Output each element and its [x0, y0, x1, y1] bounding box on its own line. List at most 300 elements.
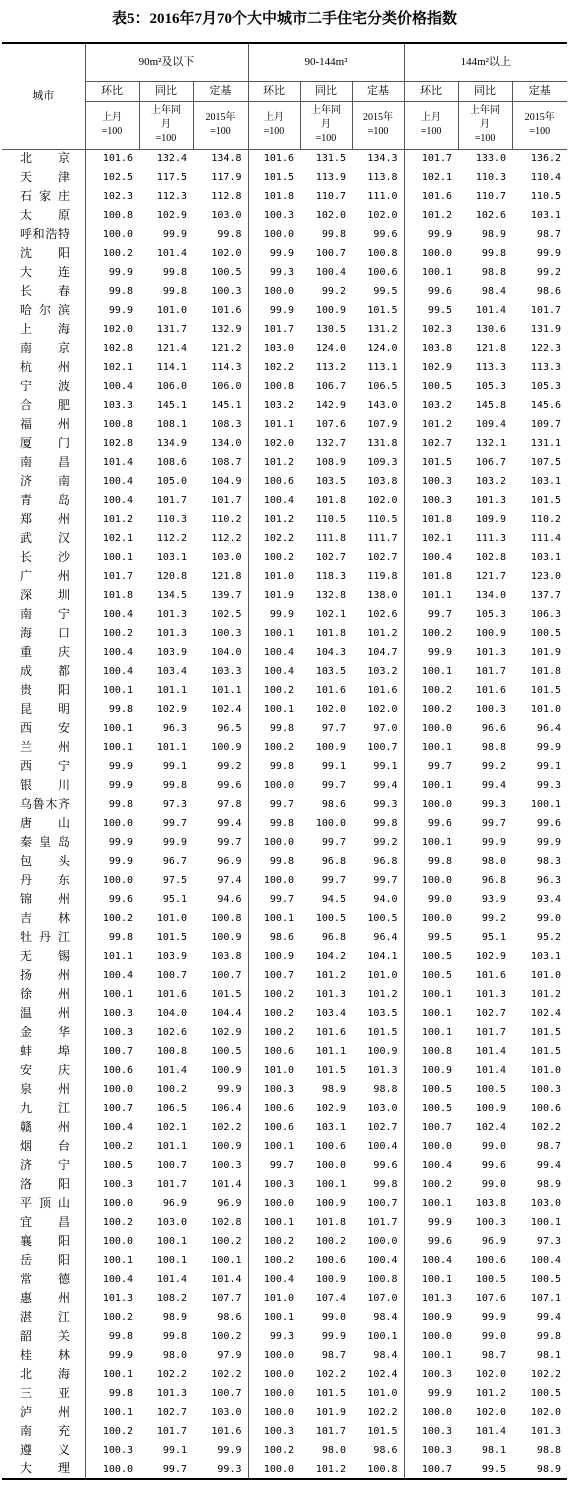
- table-row: [2, 586, 567, 605]
- city-name: 平顶山: [20, 1195, 70, 1210]
- city-cell: [2, 168, 85, 187]
- city-cell: [2, 491, 85, 510]
- table-row: [2, 1080, 567, 1099]
- value-cell-mom: 101.8: [263, 191, 294, 202]
- value-cell-mom: 100.2: [263, 552, 294, 563]
- value-cell-mom: 99.8: [108, 799, 133, 810]
- value-cell-fixed-base: 108.7: [193, 453, 248, 472]
- value-cell-yoy: 99.8: [321, 229, 346, 240]
- value-cell-fixed-base: 112.8: [193, 187, 248, 206]
- city-cell: [2, 1099, 85, 1118]
- table-row: [2, 1118, 567, 1137]
- value-cell-yoy: 103.0: [156, 1217, 187, 1228]
- value-cell-mom: 100.8: [263, 381, 294, 392]
- city-column-header: 城市: [2, 43, 85, 149]
- value-cell-mom: 102.0: [263, 438, 294, 449]
- value-cell-mom: 101.2: [102, 514, 133, 525]
- value-cell-yoy: 101.1: [156, 742, 187, 753]
- value-cell-fixed-base: 101.4: [193, 1175, 248, 1194]
- value-cell-yoy: 99.1: [162, 761, 187, 772]
- value-cell-yoy: 133.0: [475, 153, 507, 165]
- base-header-2015: 2015年 =100: [193, 101, 248, 149]
- value-cell-mom: 100.1: [421, 666, 453, 677]
- city-cell: [2, 871, 85, 890]
- city-cell: [2, 909, 85, 928]
- table-row: [2, 358, 567, 377]
- value-cell-fixed-base: 97.4: [193, 871, 248, 890]
- value-cell-fixed-base: 100.4: [352, 1251, 404, 1270]
- value-cell-fixed-base: 99.2: [193, 757, 248, 776]
- value-cell-mom: 100.1: [102, 685, 133, 696]
- value-cell-mom: 100.1: [263, 913, 294, 924]
- measure-header-yoy: 同比: [139, 81, 193, 101]
- city-name: 宁波: [20, 378, 70, 393]
- value-cell-fixed-base: 113.8: [352, 168, 404, 187]
- value-cell-yoy: 103.5: [315, 476, 346, 487]
- table-row: [2, 1270, 567, 1289]
- value-cell-mom: 100.1: [102, 1369, 133, 1380]
- value-cell-mom: 101.6: [263, 153, 294, 165]
- value-cell-yoy: 99.3: [481, 799, 507, 810]
- value-cell-fixed-base: 101.5: [193, 985, 248, 1004]
- value-cell-fixed-base: 101.9: [530, 647, 562, 658]
- value-cell-fixed-base: 98.6: [352, 1441, 404, 1460]
- value-cell-mom: 100.4: [102, 476, 133, 487]
- value-cell-yoy: 101.7: [475, 1027, 507, 1038]
- value-cell-fixed-base: 101.6: [193, 301, 248, 320]
- city-cell: [2, 320, 85, 339]
- value-cell-mom: 99.9: [108, 305, 133, 316]
- value-cell-mom: 100.2: [263, 1445, 294, 1456]
- value-cell-mom: 101.8: [421, 571, 453, 582]
- value-cell-mom: 100.1: [263, 1312, 294, 1323]
- value-cell-yoy: 102.9: [475, 951, 507, 962]
- city-cell: [2, 814, 85, 833]
- value-cell-fixed-base: 100.0: [352, 1232, 404, 1251]
- value-cell-yoy: 99.0: [481, 1179, 507, 1190]
- value-cell-fixed-base: 100.2: [193, 1327, 248, 1346]
- value-cell-mom: 99.9: [427, 1388, 453, 1399]
- value-cell-fixed-base: 100.5: [530, 1274, 562, 1285]
- value-cell-fixed-base: 99.5: [352, 282, 404, 301]
- value-cell-mom: 100.1: [421, 989, 453, 1000]
- value-cell-mom: 100.7: [421, 1463, 453, 1475]
- value-cell-yoy: 99.8: [162, 267, 187, 278]
- value-cell-mom: 100.4: [102, 666, 133, 677]
- city-cell: [2, 757, 85, 776]
- value-cell-yoy: 101.8: [315, 495, 346, 506]
- value-cell-mom: 100.1: [102, 1407, 133, 1418]
- value-cell-yoy: 130.5: [315, 324, 346, 335]
- value-cell-mom: 100.2: [421, 704, 453, 715]
- value-cell-yoy: 121.8: [475, 343, 507, 354]
- value-cell-mom: 102.5: [102, 172, 133, 183]
- value-cell-mom: 100.2: [263, 1236, 294, 1247]
- base-header-same-month-last-year: 上年同 月 =100: [300, 101, 352, 149]
- value-cell-mom: 101.4: [102, 457, 133, 468]
- value-cell-fixed-base: 107.5: [530, 457, 562, 468]
- value-cell-yoy: 101.2: [315, 1463, 346, 1475]
- value-cell-yoy: 101.3: [156, 1388, 187, 1399]
- city-cell: [2, 890, 85, 909]
- value-cell-yoy: 106.7: [315, 381, 346, 392]
- city-name: 昆明: [20, 701, 70, 716]
- value-cell-mom: 102.7: [421, 438, 453, 449]
- value-cell-yoy: 100.9: [475, 1103, 507, 1114]
- value-cell-mom: 100.2: [263, 989, 294, 1000]
- city-name: 南京: [20, 340, 70, 355]
- value-cell-mom: 100.6: [263, 1103, 294, 1114]
- value-cell-mom: 100.3: [102, 1445, 133, 1456]
- value-cell-fixed-base: 99.8: [352, 814, 404, 833]
- table-row: [2, 1441, 567, 1460]
- value-cell-mom: 99.8: [427, 856, 453, 867]
- value-cell-fixed-base: 100.5: [530, 1388, 562, 1399]
- value-cell-mom: 98.6: [269, 932, 294, 943]
- value-cell-fixed-base: 100.9: [193, 738, 248, 757]
- city-name: 海口: [20, 625, 70, 640]
- value-cell-yoy: 106.5: [156, 1103, 187, 1114]
- value-cell-mom: 99.5: [427, 932, 453, 943]
- city-name: 贵阳: [20, 682, 70, 697]
- value-cell-mom: 103.0: [263, 343, 294, 354]
- value-cell-yoy: 101.6: [315, 1027, 346, 1038]
- city-cell: [2, 1384, 85, 1403]
- value-cell-yoy: 99.7: [162, 1463, 187, 1475]
- table-row: [2, 491, 567, 510]
- city-cell: [2, 396, 85, 415]
- table-row: [2, 757, 567, 776]
- value-cell-fixed-base: 124.0: [352, 339, 404, 358]
- city-name: 三亚: [20, 1385, 70, 1400]
- city-cell: [2, 738, 85, 757]
- city-name: 西宁: [20, 758, 70, 773]
- value-cell-yoy: 97.7: [321, 723, 346, 734]
- value-cell-yoy: 102.0: [315, 210, 346, 221]
- value-cell-mom: 100.2: [102, 1426, 133, 1437]
- value-cell-mom: 100.3: [263, 1179, 294, 1190]
- value-cell-fixed-base: 99.2: [536, 267, 562, 278]
- value-cell-mom: 100.1: [421, 742, 453, 753]
- value-cell-fixed-base: 100.9: [193, 928, 248, 947]
- value-cell-fixed-base: 101.0: [352, 1384, 404, 1403]
- value-cell-mom: 100.3: [421, 1445, 453, 1456]
- value-cell-mom: 100.4: [421, 1255, 453, 1266]
- city-name: 沈阳: [20, 245, 70, 260]
- value-cell-fixed-base: 101.6: [193, 1422, 248, 1441]
- city-name: 郑州: [20, 511, 70, 526]
- city-name: 秦皇岛: [20, 834, 70, 849]
- value-cell-yoy: 98.0: [162, 1350, 187, 1361]
- value-cell-fixed-base: 101.5: [352, 1023, 404, 1042]
- measure-header-fixed-base: 定基: [352, 81, 404, 101]
- city-cell: [2, 1251, 85, 1270]
- value-cell-yoy: 101.1: [156, 685, 187, 696]
- value-cell-yoy: 101.4: [156, 248, 187, 259]
- table-row: [2, 1156, 567, 1175]
- value-cell-mom: 100.7: [102, 1103, 133, 1114]
- value-cell-yoy: 101.6: [475, 970, 507, 981]
- value-cell-mom: 99.3: [269, 1331, 294, 1342]
- table-row: [2, 320, 567, 339]
- value-cell-mom: 100.2: [421, 1179, 453, 1190]
- value-cell-fixed-base: 99.7: [352, 871, 404, 890]
- value-cell-yoy: 108.6: [156, 457, 187, 468]
- value-cell-fixed-base: 100.7: [193, 1384, 248, 1403]
- value-cell-mom: 99.9: [108, 780, 133, 791]
- value-cell-fixed-base: 101.0: [530, 704, 562, 715]
- table-row: [2, 700, 567, 719]
- city-cell: [2, 1118, 85, 1137]
- value-cell-mom: 100.4: [102, 1274, 133, 1285]
- value-cell-yoy: 95.1: [162, 894, 187, 905]
- value-cell-yoy: 100.1: [315, 1179, 346, 1190]
- value-cell-fixed-base: 102.0: [530, 1407, 562, 1418]
- value-cell-yoy: 102.6: [475, 210, 507, 221]
- value-cell-mom: 99.9: [269, 609, 294, 620]
- table-row: [2, 472, 567, 491]
- value-cell-fixed-base: 102.2: [530, 1122, 562, 1133]
- value-cell-fixed-base: 101.4: [193, 1270, 248, 1289]
- value-cell-fixed-base: 106.3: [530, 609, 562, 620]
- value-cell-mom: 100.2: [102, 913, 133, 924]
- value-cell-yoy: 100.7: [156, 970, 187, 981]
- value-cell-yoy: 99.7: [321, 837, 346, 848]
- value-cell-fixed-base: 99.6: [536, 818, 562, 829]
- table-row: [2, 1251, 567, 1270]
- value-cell-mom: 100.0: [102, 818, 133, 829]
- value-cell-yoy: 101.7: [156, 1179, 187, 1190]
- table-row: [2, 1308, 567, 1327]
- value-cell-yoy: 134.0: [475, 590, 507, 601]
- city-cell: [2, 263, 85, 282]
- value-cell-yoy: 99.7: [481, 818, 507, 829]
- value-cell-fixed-base: 103.0: [530, 1198, 562, 1209]
- table-row: [2, 814, 567, 833]
- city-name: 襄阳: [20, 1233, 70, 1248]
- value-cell-fixed-base: 102.2: [193, 1118, 248, 1137]
- value-cell-yoy: 102.2: [156, 1369, 187, 1380]
- value-cell-yoy: 109.4: [475, 419, 507, 430]
- value-cell-yoy: 102.8: [475, 552, 507, 563]
- value-cell-fixed-base: 108.3: [193, 415, 248, 434]
- value-cell-fixed-base: 98.8: [536, 1445, 562, 1456]
- value-cell-yoy: 101.8: [315, 628, 346, 639]
- value-cell-mom: 100.7: [102, 1046, 133, 1057]
- value-cell-yoy: 112.3: [156, 191, 187, 202]
- table-row: [2, 396, 567, 415]
- value-cell-yoy: 100.2: [315, 1236, 346, 1247]
- city-cell: [2, 1023, 85, 1042]
- value-cell-fixed-base: 137.7: [530, 590, 562, 601]
- value-cell-fixed-base: 139.7: [193, 586, 248, 605]
- city-cell: [2, 244, 85, 263]
- value-cell-fixed-base: 101.5: [530, 685, 562, 696]
- value-cell-mom: 100.0: [421, 875, 453, 886]
- value-cell-fixed-base: 101.8: [530, 666, 562, 677]
- value-cell-fixed-base: 114.3: [193, 358, 248, 377]
- value-cell-yoy: 101.3: [156, 628, 187, 639]
- group-header-90-144: 90-144m²: [248, 43, 404, 81]
- value-cell-mom: 100.6: [263, 476, 294, 487]
- table-row: [2, 795, 567, 814]
- value-cell-fixed-base: 99.3: [536, 780, 562, 791]
- city-name: 杭州: [20, 359, 70, 374]
- value-cell-fixed-base: 134.3: [352, 149, 404, 168]
- city-cell: [2, 700, 85, 719]
- value-cell-mom: 100.5: [421, 381, 453, 392]
- value-cell-fixed-base: 107.7: [193, 1289, 248, 1308]
- value-cell-yoy: 103.1: [156, 552, 187, 563]
- city-cell: [2, 339, 85, 358]
- city-name: 石家庄: [20, 188, 70, 203]
- value-cell-mom: 100.9: [421, 1065, 453, 1076]
- value-cell-fixed-base: 99.6: [193, 776, 248, 795]
- value-cell-mom: 103.8: [421, 343, 453, 354]
- value-cell-yoy: 101.6: [475, 685, 507, 696]
- value-cell-fixed-base: 110.2: [193, 510, 248, 529]
- table-row: [2, 605, 567, 624]
- value-cell-fixed-base: 100.1: [530, 799, 562, 810]
- value-cell-yoy: 121.4: [156, 343, 187, 354]
- table-row: [2, 1213, 567, 1232]
- value-cell-mom: 101.8: [102, 590, 133, 601]
- value-cell-mom: 99.6: [427, 818, 453, 829]
- value-cell-mom: 100.4: [102, 1122, 133, 1133]
- value-cell-yoy: 96.7: [162, 856, 187, 867]
- city-name: 济南: [20, 473, 70, 488]
- value-cell-yoy: 100.0: [315, 818, 346, 829]
- table-row: [2, 529, 567, 548]
- value-cell-mom: 100.3: [421, 1369, 453, 1380]
- value-cell-mom: 100.4: [102, 647, 133, 658]
- value-cell-mom: 100.1: [263, 1141, 294, 1152]
- value-cell-mom: 100.1: [421, 1027, 453, 1038]
- city-cell: [2, 719, 85, 738]
- value-cell-mom: 99.5: [427, 305, 453, 316]
- value-cell-fixed-base: 107.0: [352, 1289, 404, 1308]
- value-cell-mom: 99.8: [269, 723, 294, 734]
- value-cell-yoy: 100.9: [315, 1198, 346, 1209]
- value-cell-fixed-base: 101.3: [530, 1426, 562, 1437]
- city-name: 乌鲁木齐: [20, 796, 70, 811]
- value-cell-yoy: 124.0: [315, 343, 346, 354]
- value-cell-fixed-base: 98.4: [352, 1346, 404, 1365]
- value-cell-mom: 99.9: [269, 305, 294, 316]
- value-cell-fixed-base: 102.0: [352, 700, 404, 719]
- value-cell-yoy: 101.4: [475, 1065, 507, 1076]
- city-name: 长春: [20, 283, 70, 298]
- city-cell: [2, 1289, 85, 1308]
- value-cell-yoy: 101.7: [156, 1426, 187, 1437]
- value-cell-fixed-base: 97.3: [536, 1236, 562, 1247]
- value-cell-mom: 102.8: [102, 438, 133, 449]
- value-cell-mom: 102.0: [102, 324, 133, 335]
- value-cell-fixed-base: 100.1: [530, 1217, 562, 1228]
- value-cell-fixed-base: 99.9: [536, 248, 562, 259]
- measure-header-fixed-base: 定基: [512, 81, 567, 101]
- value-cell-mom: 100.1: [421, 1198, 453, 1209]
- value-cell-fixed-base: 131.9: [530, 324, 562, 335]
- value-cell-fixed-base: 107.1: [530, 1293, 562, 1304]
- value-cell-fixed-base: 99.1: [536, 761, 562, 772]
- value-cell-fixed-base: 99.9: [193, 1080, 248, 1099]
- value-cell-mom: 101.9: [263, 590, 294, 601]
- value-cell-fixed-base: 96.4: [352, 928, 404, 947]
- city-name: 重庆: [20, 644, 70, 659]
- value-cell-mom: 100.3: [102, 1008, 133, 1019]
- value-cell-mom: 100.0: [421, 248, 453, 259]
- value-cell-yoy: 101.3: [156, 609, 187, 620]
- value-cell-fixed-base: 104.1: [352, 947, 404, 966]
- city-cell: [2, 852, 85, 871]
- value-cell-mom: 100.4: [102, 970, 133, 981]
- value-cell-yoy: 99.7: [321, 780, 346, 791]
- value-cell-fixed-base: 117.9: [193, 168, 248, 187]
- value-cell-yoy: 101.7: [315, 1426, 346, 1437]
- table-row: [2, 1042, 567, 1061]
- city-cell: [2, 358, 85, 377]
- measure-header-mom: 环比: [404, 81, 458, 101]
- city-name: 无锡: [20, 948, 70, 963]
- value-cell-yoy: 103.9: [156, 951, 187, 962]
- city-cell: [2, 529, 85, 548]
- value-cell-yoy: 113.3: [475, 362, 507, 373]
- city-name: 西安: [20, 720, 70, 735]
- value-cell-yoy: 98.1: [481, 1445, 507, 1456]
- value-cell-fixed-base: 100.4: [352, 1137, 404, 1156]
- value-cell-yoy: 120.8: [156, 571, 187, 582]
- value-cell-yoy: 98.7: [321, 1350, 346, 1361]
- value-cell-mom: 99.6: [427, 286, 453, 297]
- value-cell-yoy: 98.6: [321, 799, 346, 810]
- value-cell-fixed-base: 100.5: [193, 263, 248, 282]
- city-cell: [2, 187, 85, 206]
- value-cell-mom: 102.1: [102, 533, 133, 544]
- city-name: 深圳: [20, 587, 70, 602]
- value-cell-yoy: 97.5: [162, 875, 187, 886]
- table-row: [2, 1099, 567, 1118]
- value-cell-fixed-base: 103.5: [352, 1004, 404, 1023]
- value-cell-mom: 100.0: [263, 780, 294, 791]
- value-cell-mom: 100.1: [263, 1217, 294, 1228]
- city-name: 韶关: [20, 1328, 70, 1343]
- value-cell-mom: 100.3: [421, 495, 453, 506]
- value-cell-yoy: 102.0: [475, 1369, 507, 1380]
- city-name: 锦州: [20, 891, 70, 906]
- table-row: [2, 928, 567, 947]
- value-cell-yoy: 100.5: [475, 1274, 507, 1285]
- value-cell-yoy: 102.7: [156, 1407, 187, 1418]
- city-cell: [2, 1213, 85, 1232]
- value-cell-yoy: 98.4: [481, 286, 507, 297]
- city-cell: [2, 206, 85, 225]
- city-name: 唐山: [20, 815, 70, 830]
- value-cell-yoy: 100.0: [315, 1160, 346, 1171]
- value-cell-fixed-base: 99.3: [193, 1460, 248, 1479]
- city-name: 丹东: [20, 872, 70, 887]
- value-cell-fixed-base: 110.5: [530, 191, 562, 202]
- value-cell-fixed-base: 96.4: [536, 723, 562, 734]
- table-header: [2, 43, 567, 149]
- value-cell-mom: 100.1: [421, 837, 453, 848]
- value-cell-fixed-base: 111.7: [352, 529, 404, 548]
- city-cell: [2, 1365, 85, 1384]
- value-cell-fixed-base: 102.6: [352, 605, 404, 624]
- value-cell-fixed-base: 134.0: [193, 434, 248, 453]
- value-cell-mom: 99.8: [269, 761, 294, 772]
- value-cell-mom: 100.7: [263, 970, 294, 981]
